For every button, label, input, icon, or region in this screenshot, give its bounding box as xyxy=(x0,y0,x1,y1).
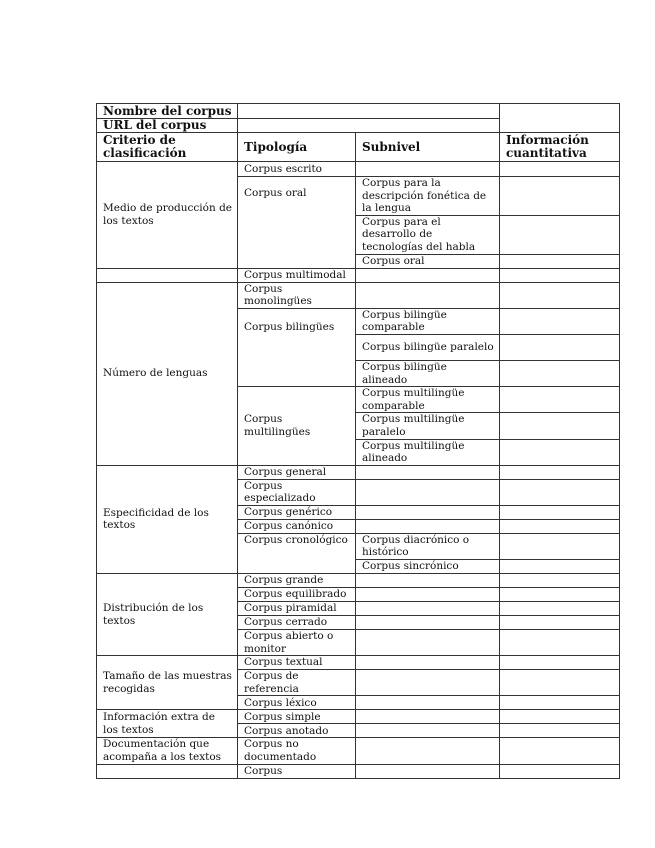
info-cell[interactable] xyxy=(500,465,620,479)
subnivel-cell xyxy=(356,616,500,630)
subnivel-cell: Corpus multilingüe paralelo xyxy=(356,413,500,439)
info-cell[interactable] xyxy=(500,519,620,533)
info-cell[interactable] xyxy=(500,574,620,588)
tipologia-cell: Corpus genérico xyxy=(238,505,356,519)
corpus-name-label: Nombre del corpus xyxy=(97,104,238,119)
subnivel-cell xyxy=(356,738,500,764)
subnivel-cell xyxy=(356,162,500,177)
tipologia-cell: Corpus multilingües xyxy=(238,387,356,466)
table-row xyxy=(97,465,620,479)
tipologia-cell: Corpus canónico xyxy=(238,519,356,533)
info-cell[interactable] xyxy=(500,602,620,616)
subnivel-cell xyxy=(356,268,500,282)
column-header-informacion: Información cuantitativa xyxy=(500,133,620,162)
tipologia-cell: Corpus monolingües xyxy=(238,282,356,308)
tipologia-cell: Corpus no documentado xyxy=(238,738,356,764)
criterion-cell: Distribución de los textos xyxy=(97,574,238,656)
subnivel-cell: Corpus sincrónico xyxy=(356,560,500,574)
tipologia-cell: Corpus textual xyxy=(238,656,356,670)
info-cell[interactable] xyxy=(500,630,620,656)
tipologia-cell: Corpus abierto o monitor xyxy=(238,630,356,656)
criterion-cell: Información extra de los textos xyxy=(97,710,238,738)
tipologia-cell: Corpus anotado xyxy=(238,724,356,738)
subnivel-cell xyxy=(356,574,500,588)
tipologia-cell: Corpus oral xyxy=(238,177,356,269)
info-cell[interactable] xyxy=(500,588,620,602)
table-row xyxy=(97,656,620,670)
subnivel-cell xyxy=(356,764,500,778)
subnivel-cell xyxy=(356,519,500,533)
tipologia-cell: Corpus cerrado xyxy=(238,616,356,630)
info-cell[interactable] xyxy=(500,254,620,268)
tipologia-cell: Corpus léxico xyxy=(238,696,356,710)
tipologia-cell: Corpus bilingües xyxy=(238,308,356,386)
criterion-blank-cell xyxy=(97,764,238,778)
info-cell[interactable] xyxy=(500,162,620,177)
criterion-cell: Tamaño de las muestras recogidas xyxy=(97,656,238,710)
table-row xyxy=(97,162,620,177)
table-header-row xyxy=(97,133,620,162)
subnivel-cell xyxy=(356,710,500,724)
table-row xyxy=(97,574,620,588)
header-blank-cell xyxy=(500,104,620,133)
subnivel-cell: Corpus bilingüe alineado xyxy=(356,360,500,386)
info-cell[interactable] xyxy=(500,670,620,696)
info-cell[interactable] xyxy=(500,479,620,505)
info-cell[interactable] xyxy=(500,360,620,386)
tipologia-cell: Corpus general xyxy=(238,465,356,479)
subnivel-cell: Corpus diacrónico o histórico xyxy=(356,533,500,559)
subnivel-cell xyxy=(356,282,500,308)
tipologia-cell: Corpus cronológico xyxy=(238,533,356,573)
subnivel-cell: Corpus para el desarrollo de tecnologías del habla xyxy=(356,215,500,254)
table-row xyxy=(97,104,620,119)
column-header-tipologia: Tipología xyxy=(238,133,356,162)
column-header-criterio: Criterio de clasificación xyxy=(97,133,238,162)
subnivel-cell: Corpus para la descripción fonética de la lengua xyxy=(356,177,500,216)
info-cell[interactable] xyxy=(500,308,620,334)
tipologia-cell: Corpus escrito xyxy=(238,162,356,177)
subnivel-cell xyxy=(356,670,500,696)
subnivel-cell xyxy=(356,656,500,670)
table-row xyxy=(97,282,620,308)
table-row xyxy=(97,710,620,724)
tipologia-cell: Corpus especializado xyxy=(238,479,356,505)
tipologia-cell: Corpus grande xyxy=(238,574,356,588)
subnivel-cell xyxy=(356,465,500,479)
info-cell[interactable] xyxy=(500,268,620,282)
info-cell[interactable] xyxy=(500,387,620,413)
tipologia-cell: Corpus equilibrado xyxy=(238,588,356,602)
subnivel-cell: Corpus bilingüe paralelo xyxy=(356,334,500,360)
criterion-cell: Documentación que acompaña a los textos xyxy=(97,738,238,764)
info-cell[interactable] xyxy=(500,656,620,670)
info-cell[interactable] xyxy=(500,616,620,630)
info-cell[interactable] xyxy=(500,738,620,764)
subnivel-cell xyxy=(356,588,500,602)
corpus-name-value[interactable] xyxy=(238,104,500,119)
subnivel-cell xyxy=(356,724,500,738)
subnivel-cell xyxy=(356,602,500,616)
info-cell[interactable] xyxy=(500,505,620,519)
subnivel-cell xyxy=(356,479,500,505)
info-cell[interactable] xyxy=(500,710,620,724)
corpus-url-label: URL del corpus xyxy=(97,119,238,133)
info-cell[interactable] xyxy=(500,696,620,710)
column-header-subnivel: Subnivel xyxy=(356,133,500,162)
corpus-classification-table xyxy=(96,103,620,779)
table-row xyxy=(97,268,620,282)
subnivel-cell: Corpus multilingüe alineado xyxy=(356,439,500,465)
criterion-cell: Medio de producción de los textos xyxy=(97,162,238,269)
info-cell[interactable] xyxy=(500,764,620,778)
tipologia-cell: Corpus xyxy=(238,764,356,778)
subnivel-cell xyxy=(356,630,500,656)
info-cell[interactable] xyxy=(500,724,620,738)
criterion-cell: Especificidad de los textos xyxy=(97,465,238,573)
subnivel-cell xyxy=(356,505,500,519)
subnivel-cell: Corpus multilingüe comparable xyxy=(356,387,500,413)
info-cell[interactable] xyxy=(500,439,620,465)
criterion-blank-cell xyxy=(97,268,238,282)
info-cell[interactable] xyxy=(500,334,620,360)
corpus-url-value[interactable] xyxy=(238,119,500,133)
tipologia-cell: Corpus de referencia xyxy=(238,670,356,696)
table-row xyxy=(97,738,620,764)
info-cell[interactable] xyxy=(500,177,620,216)
tipologia-cell: Corpus simple xyxy=(238,710,356,724)
tipologia-cell: Corpus piramidal xyxy=(238,602,356,616)
subnivel-cell: Corpus bilingüe comparable xyxy=(356,308,500,334)
info-cell[interactable] xyxy=(500,533,620,559)
info-cell[interactable] xyxy=(500,282,620,308)
subnivel-cell: Corpus oral xyxy=(356,254,500,268)
info-cell[interactable] xyxy=(500,560,620,574)
tipologia-cell: Corpus multimodal xyxy=(238,268,356,282)
info-cell[interactable] xyxy=(500,215,620,254)
criterion-cell: Número de lenguas xyxy=(97,282,238,465)
subnivel-cell xyxy=(356,696,500,710)
table-row xyxy=(97,764,620,778)
info-cell[interactable] xyxy=(500,413,620,439)
